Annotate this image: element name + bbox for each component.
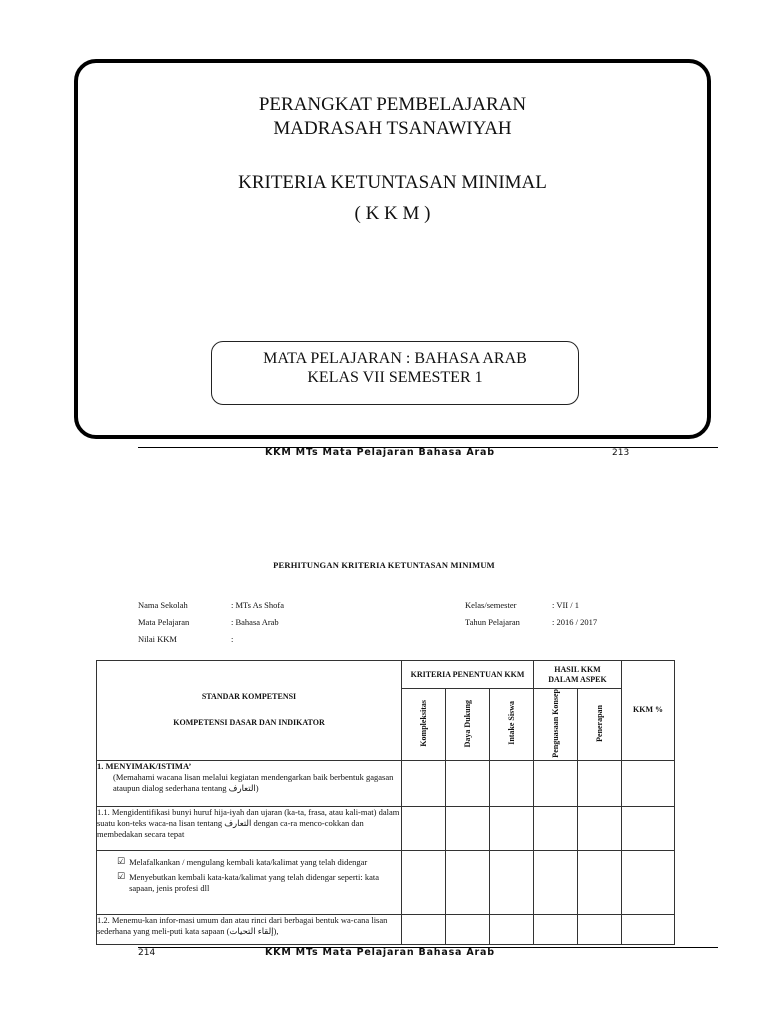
col-application: Penerapan	[595, 704, 605, 742]
school-label: Nama Sekolah	[138, 600, 188, 610]
row-listening-title: 1. MENYIMAK/ISTIMA’	[97, 760, 192, 771]
cover-title-line4: ( K K M )	[354, 203, 431, 224]
school-value: : MTs As Shofa	[231, 600, 285, 610]
cover-frame	[74, 59, 711, 439]
page-title: PERHITUNGAN KRITERIA KETUNTASAN MINIMUM	[273, 560, 495, 570]
header-criteria: KRITERIA PENENTUAN KKM	[402, 661, 534, 689]
header-kkm-percent: KKM %	[622, 661, 675, 761]
indicator-1	[117, 857, 401, 868]
row-listening	[97, 760, 402, 806]
table-cell	[490, 760, 534, 806]
table-cell	[446, 760, 490, 806]
col-complexity: Kompleksitas	[419, 700, 428, 747]
table-cell	[534, 760, 578, 806]
table-cell	[490, 914, 534, 944]
table-cell	[622, 760, 675, 806]
cover-title-line2: MADRASAH TSANAWIYAH	[273, 118, 512, 139]
footer-text-1: KKM MTs Mata Pelajaran Bahasa Arab	[265, 447, 495, 458]
kkm-value: :	[231, 634, 234, 644]
table-cell	[490, 806, 534, 850]
col-support-cell	[446, 689, 490, 761]
table-cell	[534, 914, 578, 944]
class-line: KELAS VII SEMESTER 1	[307, 369, 483, 386]
col-support: Daya Dukung	[463, 699, 472, 748]
subject-box	[211, 341, 579, 405]
col-complexity-cell	[402, 689, 446, 761]
kkm-label: Nilai KKM	[138, 634, 177, 644]
table-cell	[490, 850, 534, 914]
col-intake: Intake Siswa	[507, 701, 516, 746]
school-year-value: : 2016 / 2017	[552, 617, 598, 627]
header-basic-competency: KOMPETENSI DASAR DAN INDIKATOR	[173, 718, 325, 728]
subject-value: : Bahasa Arab	[231, 617, 279, 627]
table-cell	[402, 850, 446, 914]
table-cell	[534, 850, 578, 914]
checkbox-icon: ☑	[117, 871, 126, 882]
header-competency-cell	[97, 661, 402, 761]
table-cell	[578, 850, 622, 914]
subject-label: Mata Pelajaran	[138, 617, 190, 627]
table-cell	[402, 760, 446, 806]
footer-text-2: KKM MTs Mata Pelajaran Bahasa Arab	[265, 947, 495, 958]
col-intake-cell	[490, 689, 534, 761]
subject-line: MATA PELAJARAN : BAHASA ARAB	[263, 350, 527, 367]
header-result: HASIL KKM DALAM ASPEK	[534, 661, 622, 689]
table-cell	[622, 850, 675, 914]
table-cell	[578, 806, 622, 850]
row-competency-1-2: 1.2. Menemu-kan infor-masi umum dan atau rinci dari berbagai bentuk wa-cana lisan sederhana yang meli-puti kata sapaan (إلقاء التحيات),	[97, 914, 402, 944]
table-cell	[578, 914, 622, 944]
kkm-table	[96, 660, 675, 945]
table-cell	[402, 914, 446, 944]
cover-title-line3: KRITERIA KETUNTASAN MINIMAL	[238, 172, 547, 193]
page-number-1: 213	[612, 448, 630, 458]
table-cell	[402, 806, 446, 850]
indicator-2	[117, 872, 401, 894]
indicator-1-text: Melafalkankan / mengulang kembali kata/kalimat yang telah didengar	[129, 856, 368, 867]
indicator-2-text: Menyebutkan kembali kata-kata/kalimat yang telah didengar seperti: kata sapaan, jenis profesi dll	[129, 871, 380, 893]
school-year-label: Tahun Pelajaran	[465, 617, 520, 627]
row-listening-desc: (Memahami wacana lisan melalui kegiatan mendengarkan baik berbentuk gagasan ataupun dialog sederhana tentang التعارف)	[113, 771, 394, 793]
col-application-cell	[578, 689, 622, 761]
col-concept-cell	[534, 689, 578, 761]
table-cell	[446, 806, 490, 850]
col-concept: Penguasaan Konsep	[551, 689, 561, 758]
table-cell	[622, 806, 675, 850]
row-indicators	[97, 850, 402, 914]
row-competency-1-1: 1.1. Mengidentifikasi bunyi huruf hija-iyah dan ujaran (ka-ta, frasa, atau kali-mat) dalam suatu kon-teks waca-na lisan tentang التعارف dengan ca-ra menco-cokkan dan membedakan secara tepat	[97, 806, 402, 850]
table-cell	[446, 850, 490, 914]
class-semester-value: : VII / 1	[552, 600, 579, 610]
checkbox-icon: ☑	[117, 856, 126, 867]
header-standard: STANDAR KOMPETENSI	[201, 692, 297, 702]
cover-title-line1: PERANGKAT PEMBELAJARAN	[258, 94, 527, 115]
table-cell	[534, 806, 578, 850]
class-semester-label: Kelas/semester	[465, 600, 517, 610]
table-cell	[622, 914, 675, 944]
table-cell	[578, 760, 622, 806]
page-number-2: 214	[138, 948, 156, 958]
table-cell	[446, 914, 490, 944]
